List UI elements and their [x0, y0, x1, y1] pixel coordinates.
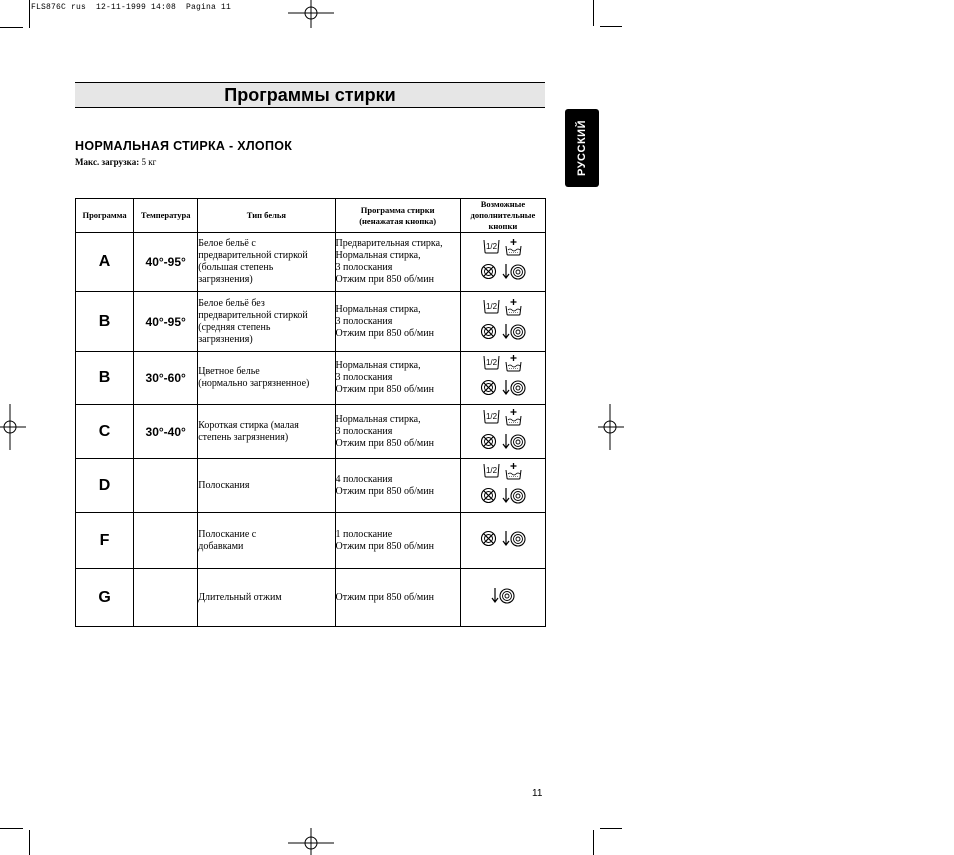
table-row — [76, 233, 546, 292]
wash-program-line: Предварительная стирка, — [335, 238, 443, 249]
print-header: FLS876C rus 12-11-1999 14:08 Pagina 11 — [31, 3, 232, 12]
laundry-type-cell — [198, 459, 335, 513]
wash-program-cell — [335, 459, 460, 513]
wash-program-line: Отжим при 850 об/мин — [335, 591, 434, 603]
program-letter: C — [76, 405, 134, 459]
extra-rinse-icon — [505, 355, 522, 377]
crop-mark — [593, 830, 594, 855]
temperature-cell — [134, 513, 198, 569]
half-load-icon — [483, 409, 500, 431]
laundry-type-line: (большая степень — [198, 262, 274, 273]
crop-mark — [29, 830, 30, 855]
extra-rinse-icon — [505, 239, 522, 261]
table-row — [76, 352, 546, 405]
header-options-line: дополнительные кнопки — [470, 210, 536, 231]
program-letter: B — [76, 292, 134, 352]
laundry-type-cell — [198, 569, 335, 627]
header-options — [460, 199, 545, 233]
wash-program-line: 1 полоскание — [335, 528, 393, 540]
laundry-type-line: Короткая стирка (малая — [198, 419, 299, 431]
no-spin-icon — [480, 323, 497, 345]
wash-program-line: Отжим при 850 об/мин — [335, 327, 434, 339]
registration-mark-icon — [0, 404, 26, 450]
laundry-type-line: Длительный отжим — [198, 591, 282, 603]
laundry-type-line: Белое бельё без — [198, 297, 265, 309]
header-wash-program-line: Программа стирки — [360, 204, 435, 215]
no-spin-icon — [480, 487, 497, 509]
registration-mark-icon — [288, 0, 334, 28]
laundry-type-line: Полоскания — [198, 479, 250, 491]
header-temperature: Температура — [134, 199, 198, 233]
table-row — [76, 459, 546, 513]
section-heading: НОРМАЛЬНАЯ СТИРКА - ХЛОПОК — [75, 139, 293, 153]
wash-program-line: Нормальная стирка, — [335, 303, 421, 315]
svg-text:1/2: 1/2 — [486, 242, 498, 251]
max-load-label: Макс. загрузка: — [75, 157, 140, 167]
crop-mark — [0, 27, 23, 28]
options-cell — [460, 292, 545, 352]
laundry-type-line: (средняя степень — [198, 321, 271, 333]
svg-text:1/2: 1/2 — [486, 411, 498, 421]
laundry-type-line: степень загрязнения) — [198, 431, 289, 443]
extra-rinse-icon — [505, 463, 522, 485]
wash-program-line: Нормальная стирка, — [335, 413, 421, 425]
wash-program-cell — [335, 233, 460, 292]
wash-program-cell — [335, 352, 460, 405]
svg-text:1/2: 1/2 — [486, 301, 498, 311]
wash-program-line: Отжим при 850 об/мин — [335, 437, 434, 449]
header-program: Программа — [76, 199, 134, 233]
wash-program-line: 3 полоскания — [335, 425, 393, 437]
wash-program-line: 3 полоскания — [335, 372, 393, 383]
header-options-line: Возможные — [480, 199, 526, 209]
language-tab-label: РУССКИЙ — [576, 120, 588, 176]
laundry-type-line: Цветное белье — [198, 366, 260, 377]
table-row — [76, 405, 546, 459]
laundry-type-line: добавками — [198, 540, 244, 552]
wash-program-cell — [335, 292, 460, 352]
wash-program-cell — [335, 513, 460, 569]
registration-mark-icon — [288, 828, 334, 855]
program-letter: D — [76, 459, 134, 513]
spin-reduction-icon — [502, 487, 526, 509]
laundry-type-cell — [198, 292, 335, 352]
options-cell — [460, 513, 545, 569]
crop-mark — [600, 26, 622, 27]
crop-mark — [0, 828, 23, 829]
table-row — [76, 513, 546, 569]
half-load-icon — [483, 299, 500, 321]
no-spin-icon — [480, 379, 497, 401]
wash-program-line: Нормальная стирка, — [335, 250, 421, 261]
max-load — [75, 157, 156, 167]
svg-text:1/2: 1/2 — [486, 465, 498, 475]
page-title: Программы стирки — [224, 85, 396, 105]
laundry-type-cell — [198, 405, 335, 459]
no-spin-icon — [480, 433, 497, 455]
max-load-value: 5 кг — [141, 157, 157, 167]
table-row — [76, 292, 546, 352]
spin-reduction-icon — [502, 530, 526, 552]
program-letter: G — [76, 569, 134, 627]
wash-program-line: Отжим при 850 об/мин — [335, 540, 434, 552]
svg-text:1/2: 1/2 — [486, 358, 498, 367]
program-letter: A — [76, 233, 134, 292]
options-cell — [460, 352, 545, 405]
crop-mark — [593, 0, 594, 26]
wash-program-cell — [335, 405, 460, 459]
spin-reduction-icon — [491, 587, 515, 609]
wash-program-cell — [335, 569, 460, 627]
options-cell — [460, 233, 545, 292]
temperature-cell — [134, 459, 198, 513]
spin-reduction-icon — [502, 379, 526, 401]
wash-program-line: Нормальная стирка, — [335, 360, 421, 371]
header-wash-program-line: (ненажатая кнопка) — [359, 215, 437, 226]
no-spin-icon — [480, 263, 497, 285]
laundry-type-line: предварительной стиркой — [198, 309, 308, 321]
temperature-cell: 40°-95° — [134, 233, 198, 292]
wash-program-line: Отжим при 850 об/мин — [335, 485, 434, 497]
programs-table — [75, 198, 546, 627]
wash-program-line: Отжим при 850 об/мин — [335, 384, 434, 395]
options-cell — [460, 569, 545, 627]
laundry-type-line: Белое бельё с — [198, 238, 256, 249]
half-load-icon — [483, 355, 500, 377]
laundry-type-cell — [198, 233, 335, 292]
extra-rinse-icon — [505, 409, 522, 431]
extra-rinse-icon — [505, 299, 522, 321]
wash-program-line: 4 полоскания — [335, 473, 393, 485]
title-bar — [75, 82, 545, 108]
temperature-cell: 30°-60° — [134, 352, 198, 405]
wash-program-line: 3 полоскания — [335, 262, 393, 273]
spin-reduction-icon — [502, 433, 526, 455]
registration-mark-icon — [598, 404, 624, 450]
crop-mark — [600, 828, 622, 829]
temperature-cell: 30°-40° — [134, 405, 198, 459]
laundry-type-cell — [198, 352, 335, 405]
laundry-type-line: загрязнения) — [198, 274, 253, 285]
table-row — [76, 569, 546, 627]
no-spin-icon — [480, 530, 497, 552]
wash-program-line: Отжим при 850 об/мин — [335, 274, 434, 285]
laundry-type-line: Полоскание с — [198, 528, 257, 540]
language-tab — [565, 109, 599, 187]
wash-program-line: 3 полоскания — [335, 315, 393, 327]
laundry-type-cell — [198, 513, 335, 569]
laundry-type-line: загрязнения) — [198, 333, 253, 345]
half-load-icon — [483, 239, 500, 261]
temperature-cell — [134, 569, 198, 627]
table-header-row — [76, 199, 546, 233]
program-letter: B — [76, 352, 134, 405]
header-wash-program — [335, 199, 460, 233]
program-letter: F — [76, 513, 134, 569]
page-number: 11 — [532, 788, 543, 799]
half-load-icon — [483, 463, 500, 485]
header-laundry-type: Тип белья — [198, 199, 335, 233]
options-cell — [460, 405, 545, 459]
crop-mark — [29, 0, 30, 28]
laundry-type-line: (нормально загрязненное) — [198, 378, 310, 389]
laundry-type-line: предварительной стиркой — [198, 250, 308, 261]
temperature-cell: 40°-95° — [134, 292, 198, 352]
spin-reduction-icon — [502, 263, 526, 285]
spin-reduction-icon — [502, 323, 526, 345]
options-cell — [460, 459, 545, 513]
